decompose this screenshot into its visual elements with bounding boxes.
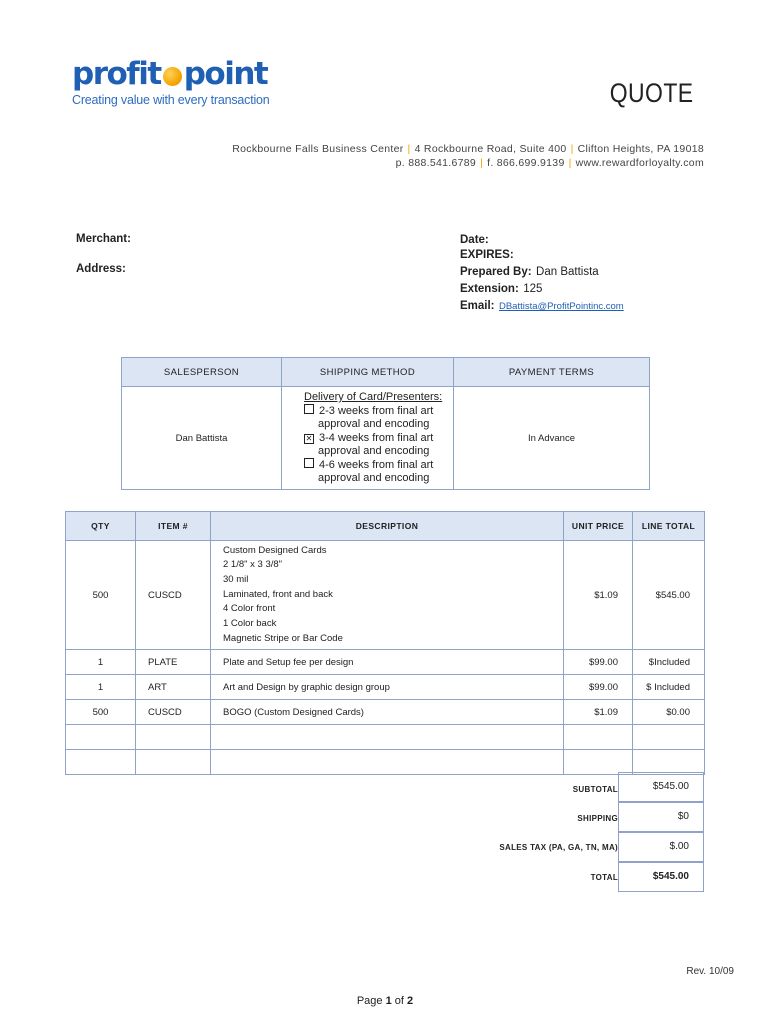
separator: | <box>570 143 574 155</box>
line-total-cell: $ Included <box>633 675 705 700</box>
address-part: 4 Rockbourne Road, Suite 400 <box>414 143 567 155</box>
table-row <box>66 650 705 675</box>
page-total: 2 <box>407 995 414 1007</box>
table-row <box>66 541 705 650</box>
shipping-method-header: SHIPPING METHOD <box>282 358 454 387</box>
qty-cell: 1 <box>66 650 136 675</box>
checkbox-checked-icon[interactable]: ✕ <box>305 433 313 443</box>
prepared-by-value: Dan Battista <box>536 266 599 278</box>
empty-cell <box>66 750 136 775</box>
item-cell: PLATE <box>136 650 211 675</box>
item-cell: ART <box>136 675 211 700</box>
shipping-option: ✕ 3-4 weeks from final art <box>305 431 434 444</box>
empty-table-row <box>66 750 705 775</box>
prepared-by-label: Prepared By: <box>460 266 532 278</box>
extension-label: Extension: <box>460 283 519 295</box>
empty-cell <box>633 750 705 775</box>
date-label: Date: <box>460 234 489 246</box>
empty-cell <box>633 725 705 750</box>
expires-label: EXPIRES: <box>460 249 514 261</box>
empty-cell <box>136 725 211 750</box>
empty-cell <box>211 725 564 750</box>
description-header: DESCRIPTION <box>211 512 564 541</box>
extension-value: 125 <box>523 283 543 295</box>
revision-label: Rev. 10/09 <box>686 966 734 977</box>
line-total-cell: $545.00 <box>633 541 705 650</box>
table-row <box>66 700 705 725</box>
checkbox-unchecked-icon[interactable] <box>304 458 314 468</box>
company-address-line <box>232 143 704 155</box>
checkbox-unchecked-icon[interactable] <box>304 404 314 414</box>
payment-terms-header: PAYMENT TERMS <box>454 358 650 387</box>
line-total-header: LINE TOTAL <box>633 512 705 541</box>
address-part: Clifton Heights, PA 19018 <box>577 143 704 155</box>
document-title: QUOTE <box>610 78 694 108</box>
description-line: Custom Designed Cards <box>223 544 327 556</box>
line-total-cell: $0.00 <box>633 700 705 725</box>
line-items-table <box>65 511 705 775</box>
terms-table <box>121 357 650 490</box>
email-label: Email: <box>460 300 495 312</box>
company-contact-line <box>396 157 704 169</box>
table-row <box>66 675 705 700</box>
shipping-option-line2: approval and encoding <box>318 418 430 431</box>
page-of: of <box>394 995 404 1007</box>
line-total-cell: $Included <box>633 650 705 675</box>
description-line: 30 mil <box>223 573 249 585</box>
description-line: 2 1/8" x 3 3/8" <box>223 559 283 571</box>
shipping-option-line2: approval and encoding <box>318 472 430 485</box>
salesperson-value: Dan Battista <box>122 387 282 490</box>
description-cell: BOGO (Custom Designed Cards) <box>211 700 564 725</box>
address-label: Address: <box>76 263 126 275</box>
empty-cell <box>136 750 211 775</box>
unit-price-cell: $1.09 <box>564 700 633 725</box>
salesperson-header: SALESPERSON <box>122 358 282 387</box>
shipping-title: Delivery of Card/Presenters: <box>304 391 443 403</box>
page-current: 1 <box>385 995 392 1007</box>
page-prefix: Page <box>356 995 383 1007</box>
empty-cell <box>66 725 136 750</box>
qty-header: QTY <box>66 512 136 541</box>
separator: | <box>480 157 484 169</box>
unit-price-cell: $1.09 <box>564 541 633 650</box>
email-link[interactable]: DBattista@ProfitPointinc.com <box>498 301 624 312</box>
page-indicator <box>0 995 770 1007</box>
qty-cell: 500 <box>66 700 136 725</box>
description-cell: Plate and Setup fee per design <box>211 650 564 675</box>
separator: | <box>568 157 572 169</box>
sales-tax-label: SALES TAX (PA, GA, TN, MA) <box>499 843 618 852</box>
phone-number: p. 888.541.6789 <box>395 157 477 169</box>
description-cell: Art and Design by graphic design group <box>211 675 564 700</box>
sales-tax-value: $.00 <box>618 832 704 862</box>
empty-cell <box>564 725 633 750</box>
unit-price-cell: $99.00 <box>564 650 633 675</box>
description-line: 4 Color front <box>223 603 276 615</box>
quote-details <box>460 233 624 314</box>
subtotal-label: SUBTOTAL <box>572 785 618 794</box>
shipping-option-line2: approval and encoding <box>318 444 430 457</box>
shipping-label: SHIPPING <box>577 814 618 823</box>
item-number-header: ITEM # <box>136 512 211 541</box>
empty-cell <box>211 750 564 775</box>
item-cell: CUSCD <box>136 541 211 650</box>
logo-right-text: point <box>183 56 268 92</box>
item-cell: CUSCD <box>136 700 211 725</box>
subtotal-value: $545.00 <box>618 772 704 802</box>
total-label: TOTAL <box>590 873 618 882</box>
unit-price-cell: $99.00 <box>564 675 633 700</box>
unit-price-header: UNIT PRICE <box>564 512 633 541</box>
logo-wordmark <box>72 56 270 92</box>
separator: | <box>407 143 411 155</box>
logo-tagline: Creating value with every transaction <box>72 93 270 107</box>
empty-cell <box>564 750 633 775</box>
logo-left-text: profit <box>72 56 161 92</box>
description-cell <box>211 541 564 650</box>
shipping-option: 4-6 weeks from final art <box>304 458 453 472</box>
total-value: $545.00 <box>618 862 704 892</box>
website: www.rewardforloyalty.com <box>575 157 704 169</box>
description-line: 1 Color back <box>223 618 277 630</box>
description-line: Laminated, front and back <box>223 588 333 600</box>
company-logo <box>72 56 270 107</box>
payment-terms-value: In Advance <box>454 387 650 490</box>
shipping-method-cell <box>282 387 454 490</box>
shipping-value: $0 <box>618 802 704 832</box>
logo-dot-icon <box>163 67 182 86</box>
empty-table-row <box>66 725 705 750</box>
qty-cell: 1 <box>66 675 136 700</box>
address-part: Rockbourne Falls Business Center <box>232 143 404 155</box>
merchant-label: Merchant: <box>76 233 131 245</box>
shipping-option: 2-3 weeks from final art <box>304 404 453 418</box>
fax-number: f. 866.699.9139 <box>487 157 565 169</box>
description-line: Magnetic Stripe or Bar Code <box>223 632 343 644</box>
qty-cell: 500 <box>66 541 136 650</box>
